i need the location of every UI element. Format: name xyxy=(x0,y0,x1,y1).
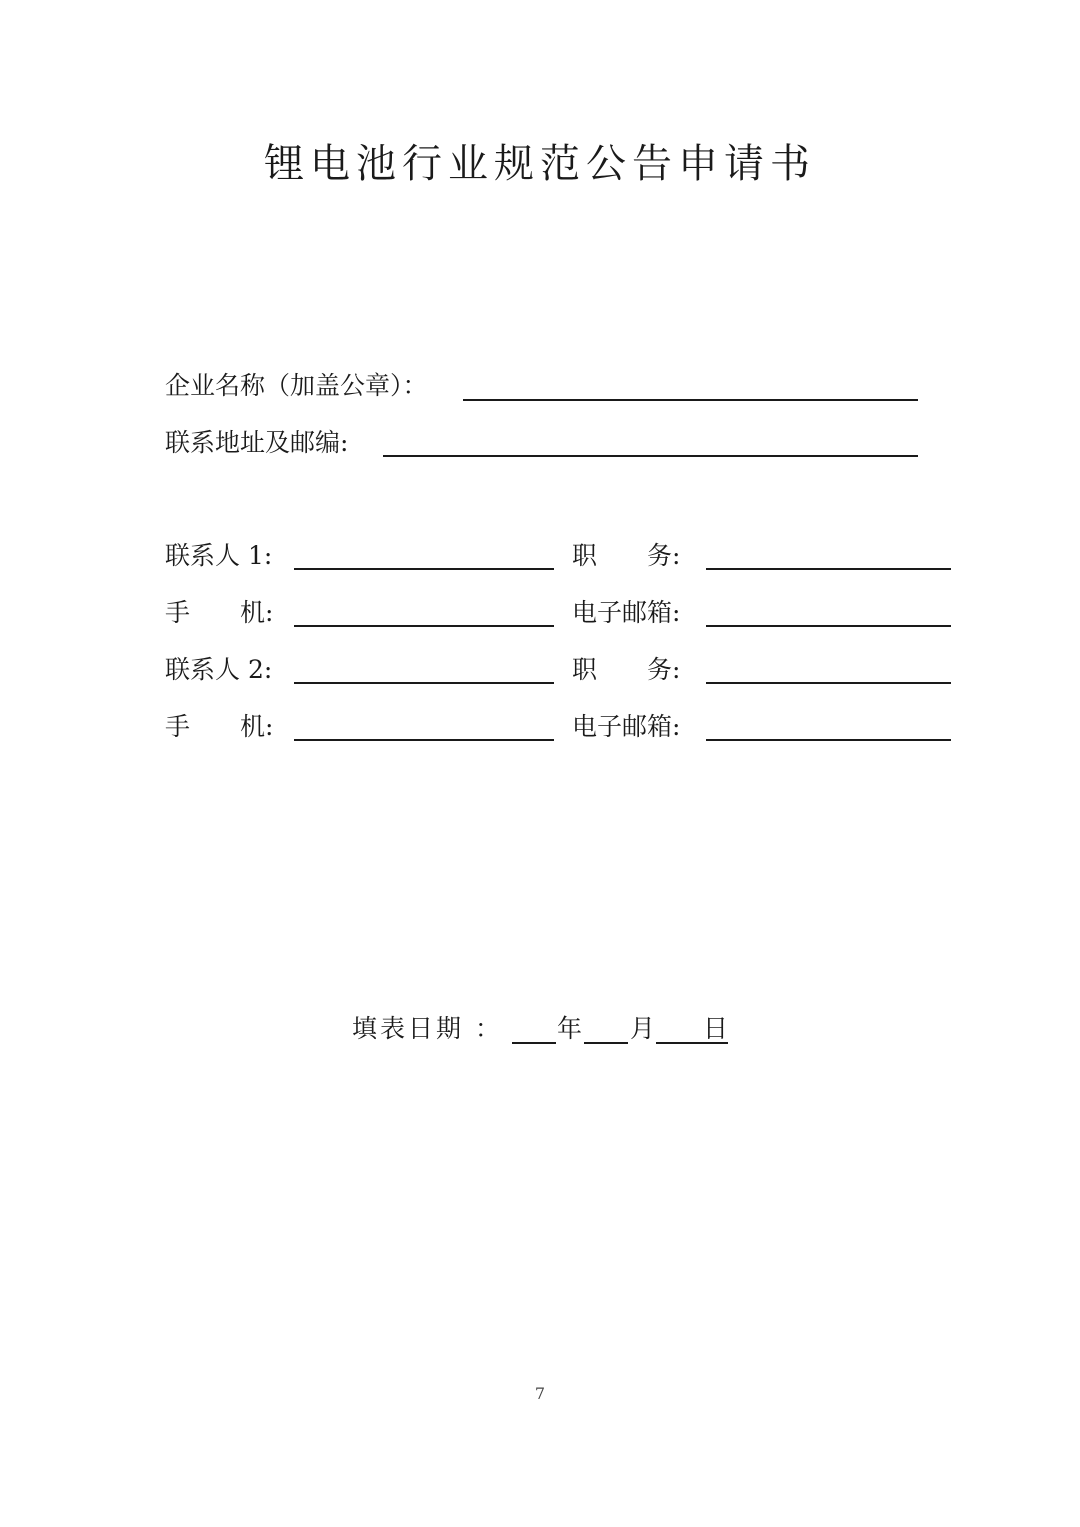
company-name-field[interactable] xyxy=(463,399,918,401)
date-month-label: 月 xyxy=(630,1014,656,1043)
contact1-phone-field[interactable] xyxy=(294,625,554,627)
contact1-email-label: 电子邮箱: xyxy=(572,598,681,627)
contact2-phone-label: 手 机: xyxy=(165,712,274,741)
date-day-label: 日 xyxy=(703,1014,729,1043)
contact1-position-field[interactable] xyxy=(706,568,951,570)
contact1-label: 联系人 1: xyxy=(165,541,273,570)
contact2-email-field[interactable] xyxy=(706,739,951,741)
date-label: 填表日期 ： xyxy=(352,1014,503,1043)
contact2-position-label: 职 务: xyxy=(572,655,681,684)
contact2-field[interactable] xyxy=(294,682,554,684)
contact2-label: 联系人 2: xyxy=(165,655,273,684)
page-number: 7 xyxy=(534,1384,546,1403)
contact1-email-field[interactable] xyxy=(706,625,951,627)
contact2-email-label: 电子邮箱: xyxy=(572,712,681,741)
document-title: 锂电池行业规范公告申请书 xyxy=(264,141,816,187)
address-label: 联系地址及邮编: xyxy=(165,428,349,457)
date-year-field[interactable] xyxy=(512,1042,556,1044)
contact2-phone-field[interactable] xyxy=(294,739,554,741)
company-name-label: 企业名称（加盖公章）： xyxy=(165,371,428,400)
date-year-label: 年 xyxy=(557,1014,583,1043)
contact1-phone-label: 手 机: xyxy=(165,598,274,627)
contact1-field[interactable] xyxy=(294,568,554,570)
contact1-position-label: 职 务: xyxy=(572,541,681,570)
contact2-position-field[interactable] xyxy=(706,682,951,684)
date-month-field[interactable] xyxy=(584,1042,628,1044)
address-field[interactable] xyxy=(383,455,918,457)
